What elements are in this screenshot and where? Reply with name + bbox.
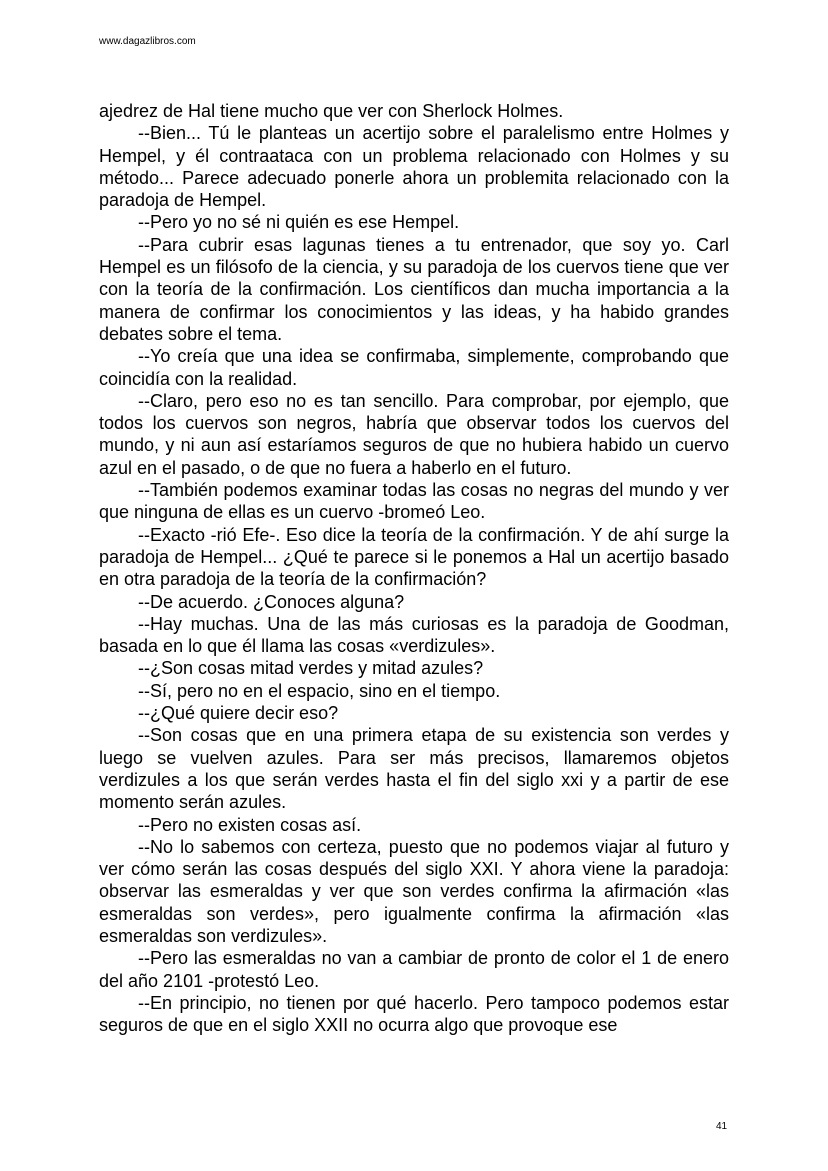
paragraph: ajedrez de Hal tiene mucho que ver con Sherlock Holmes.	[99, 101, 564, 121]
paragraph: --Pero yo no sé ni quién es ese Hempel.	[138, 212, 460, 233]
paragraph: --¿Qué quiere decir eso?	[138, 703, 339, 724]
paragraph: --Pero las esmeraldas no van a cambiar de pronto de color el 1 de enero del año 2101 -protestó Leo.	[99, 948, 729, 991]
paragraph: --Yo creía que una idea se confirmaba, simplemente, comprobando que coincidía con la realidad.	[99, 346, 729, 389]
page-number: 41	[716, 1121, 728, 1132]
paragraph: --Pero no existen cosas así.	[138, 814, 362, 835]
paragraph: --También podemos examinar todas las cosas no negras del mundo y ver que ninguna de ellas es un cuervo -bromeó Leo.	[99, 480, 729, 523]
paragraph: --En principio, no tienen por qué hacerlo. Pero tampoco podemos estar seguros de que en el siglo XXII no ocurra algo que provoque ese	[99, 992, 729, 1036]
body-text	[99, 100, 729, 1036]
header-url: www.dagazlibros.com	[99, 36, 196, 47]
paragraph: --Sí, pero no en el espacio, sino en el tiempo.	[138, 680, 501, 701]
paragraph: --No lo sabemos con certeza, puesto que no podemos viajar al futuro y ver cómo serán las cosas después del siglo XXI. Y ahora viene la paradoja: observar las esmeraldas y ver que son verdes confirma la afirmación «las esmeraldas son verdes», pero igualmente confirma la afirmación «las esmeraldas son verdizules».	[99, 836, 729, 946]
paragraph: --Bien... Tú le planteas un acertijo sobre el paralelismo entre Holmes y Hempel, y él contraataca con un problema relacionado con Holmes y su método... Parece adecuado ponerle ahora un problemita relacionado con la paradoja de Hempel.	[99, 123, 729, 211]
paragraph: --Claro, pero eso no es tan sencillo. Para comprobar, por ejemplo, que todos los cuervos son negros, habría que observar todos los cuervos del mundo, y ni aun así estaríamos seguros de que no hubiera habido un cuervo azul en el pasado, o de que no fuera a haberlo en el futuro.	[99, 390, 729, 478]
paragraph: --Exacto -rió Efe-. Eso dice la teoría de la confirmación. Y de ahí surge la paradoja de Hempel... ¿Qué te parece si le ponemos a Hal un acertijo basado en otra paradoja de la teoría de la confirmación?	[99, 524, 729, 590]
paragraph: --De acuerdo. ¿Conoces alguna?	[138, 591, 405, 612]
paragraph: --Hay muchas. Una de las más curiosas es la paradoja de Goodman, basada en lo que él llama las cosas «verdizules».	[99, 613, 729, 657]
paragraph: --¿Son cosas mitad verdes y mitad azules?	[138, 658, 484, 679]
paragraph: --Son cosas que en una primera etapa de su existencia son verdes y luego se vuelven azules. Para ser más precisos, llamaremos objetos verdizules a los que serán verdes hasta el fin del siglo xxi y a partir de ese momento serán azules.	[99, 725, 729, 813]
paragraph: --Para cubrir esas lagunas tienes a tu entrenador, que soy yo. Carl Hempel es un filósofo de la ciencia, y su paradoja de los cuervos tiene que ver con la teoría de la confirmación. Los científicos dan mucha importancia a la manera de confirmar los conocimientos y las ideas, y ha habido grandes debates sobre el tema.	[99, 234, 729, 344]
